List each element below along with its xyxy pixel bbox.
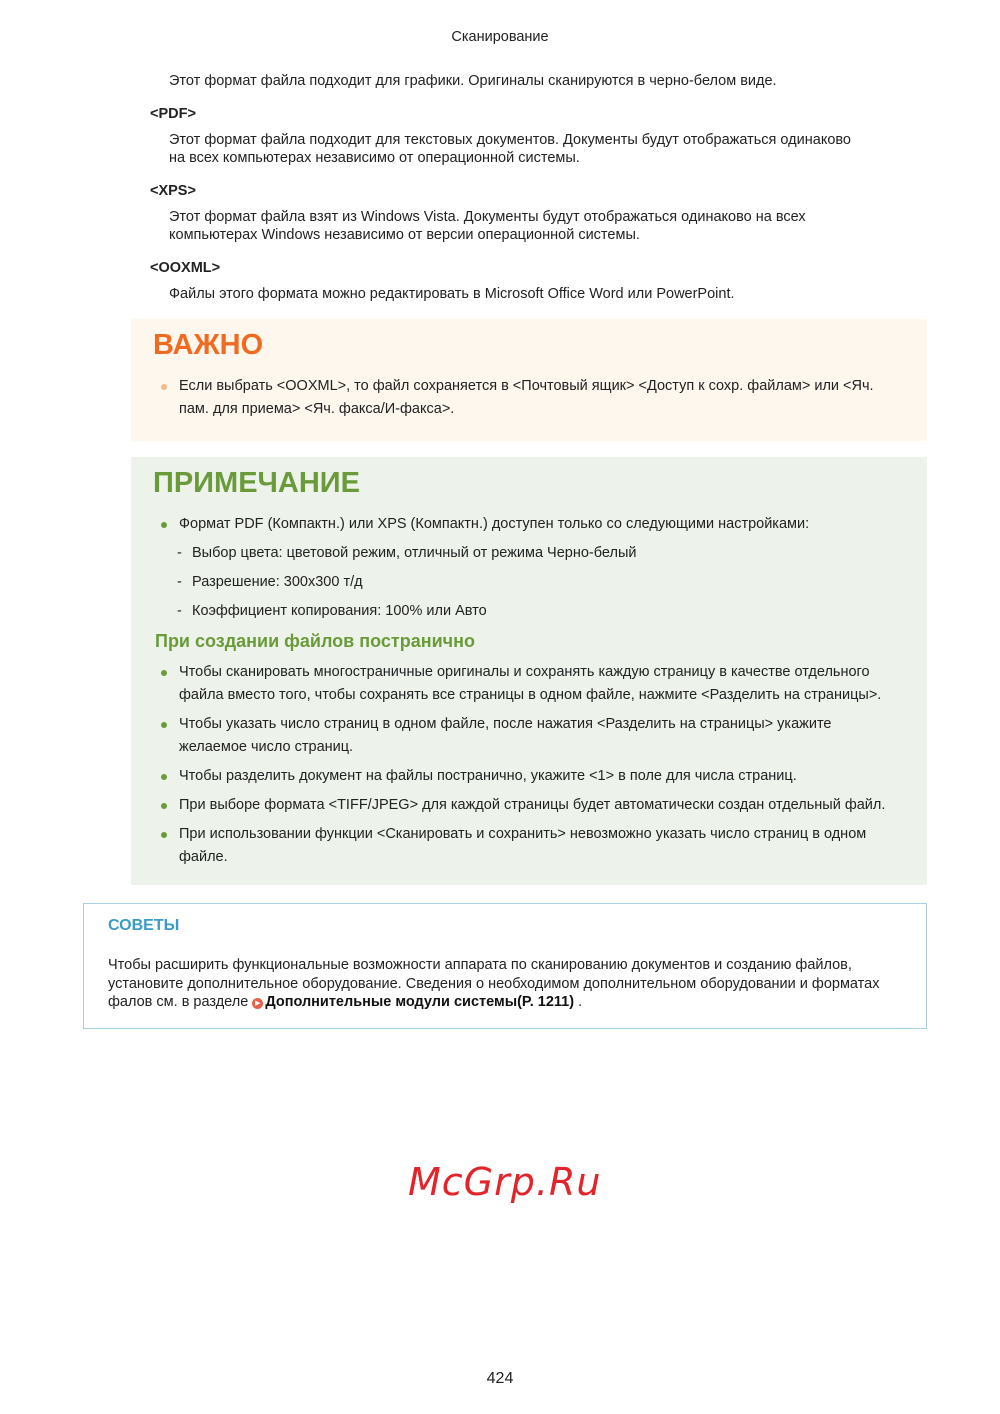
bullet-icon	[161, 832, 167, 838]
important-title: ВАЖНО	[153, 329, 264, 361]
list-item	[161, 794, 903, 817]
sub-item	[177, 571, 903, 593]
item-text: Если выбрать <OOXML>, то файл сохраняется в <Почтовый ящик> <Доступ к сохр. файлам> или <Яч. пам. для приема> <Яч. факса/И-факса>.	[179, 378, 874, 417]
link-arrow-icon: ▶	[252, 998, 263, 1009]
tips-text	[108, 956, 902, 1012]
tips-box	[83, 903, 927, 1029]
line: на всех компьютерах независимо от операционной системы.	[169, 150, 580, 166]
item-text: При использовании функции <Сканировать и сохранить> невозможно указать число страниц в одном файле.	[179, 826, 867, 865]
intro-text: Этот формат файла подходит для графики. Оригиналы сканируются в черно-белом виде.	[169, 73, 777, 89]
list-item	[161, 513, 903, 536]
item-text: Чтобы разделить документ на файлы постранично, укажите <1> в поле для числа страниц.	[179, 768, 797, 784]
item-text: Чтобы сканировать многостраничные оригиналы и сохранять каждую страницу в качестве отдельного файла вместо того, чтобы сохранять все страницы в одном файле, нажмите <Разделить на страницы>.	[179, 664, 882, 703]
item-text: Формат PDF (Компактн.) или XPS (Компактн.) доступен только со следующими настройками:	[179, 516, 810, 532]
dash-icon: -	[177, 603, 182, 619]
note-title: ПРИМЕЧАНИЕ	[153, 467, 360, 499]
list-item	[161, 375, 903, 421]
list-item	[161, 765, 903, 788]
item-text: При выборе формата <TIFF/JPEG> для каждой страницы будет автоматически создан отдельный файл.	[179, 797, 886, 813]
list-item	[161, 661, 903, 707]
note-box	[131, 457, 927, 885]
page-number: 424	[486, 1370, 514, 1387]
dash-icon: -	[177, 574, 182, 590]
list-item	[161, 823, 903, 869]
bullet-icon	[161, 522, 167, 528]
sub-item	[177, 600, 903, 622]
tips-body: Чтобы расширить функциональные возможности аппарата по сканированию документов и созданию файлов, установите дополнительное оборудование. Сведения о необходимом дополнительном оборудовании и форматах фалов см. в разделе	[108, 957, 880, 1010]
line: Этот формат файла взят из Windows Vista. Документы будут отображаться одинаково на всех	[169, 209, 806, 225]
watermark: McGrp.Ru	[408, 1160, 602, 1204]
line: Этот формат файла подходит для текстовых документов. Документы будут отображаться одинаково	[169, 132, 851, 148]
item-text: Коэффициент копирования: 100% или Авто	[192, 603, 487, 619]
note-subheading: При создании файлов постранично	[155, 631, 475, 651]
bullet-icon	[161, 803, 167, 809]
format-text-pdf	[169, 131, 929, 167]
tips-title: СОВЕТЫ	[108, 917, 180, 934]
format-text-xps	[169, 208, 929, 244]
important-box	[131, 319, 927, 441]
format-label-xps: <XPS>	[150, 183, 196, 199]
bullet-icon	[161, 384, 167, 390]
line: компьютерах Windows независимо от версии операционной системы.	[169, 227, 640, 243]
format-label-ooxml: <OOXML>	[150, 260, 221, 276]
page-header: Сканирование	[451, 29, 549, 45]
item-text: Выбор цвета: цветовой режим, отличный от режима Черно-белый	[192, 545, 637, 561]
bullet-icon	[161, 774, 167, 780]
format-text-ooxml: Файлы этого формата можно редактировать в Microsoft Office Word или PowerPoint.	[169, 286, 735, 302]
tips-end: .	[574, 994, 583, 1010]
sub-item	[177, 542, 903, 564]
item-text: Чтобы указать число страниц в одном файле, после нажатия <Разделить на страницы> укажите желаемое число страниц.	[179, 716, 832, 755]
bullet-icon	[161, 670, 167, 676]
bullet-icon	[161, 722, 167, 728]
dash-icon: -	[177, 545, 182, 561]
item-text: Разрешение: 300x300 т/д	[192, 574, 363, 590]
list-item	[161, 713, 903, 759]
format-label-pdf: <PDF>	[150, 106, 196, 122]
system-options-link[interactable]: Дополнительные модули системы(P. 1211)	[265, 994, 575, 1010]
